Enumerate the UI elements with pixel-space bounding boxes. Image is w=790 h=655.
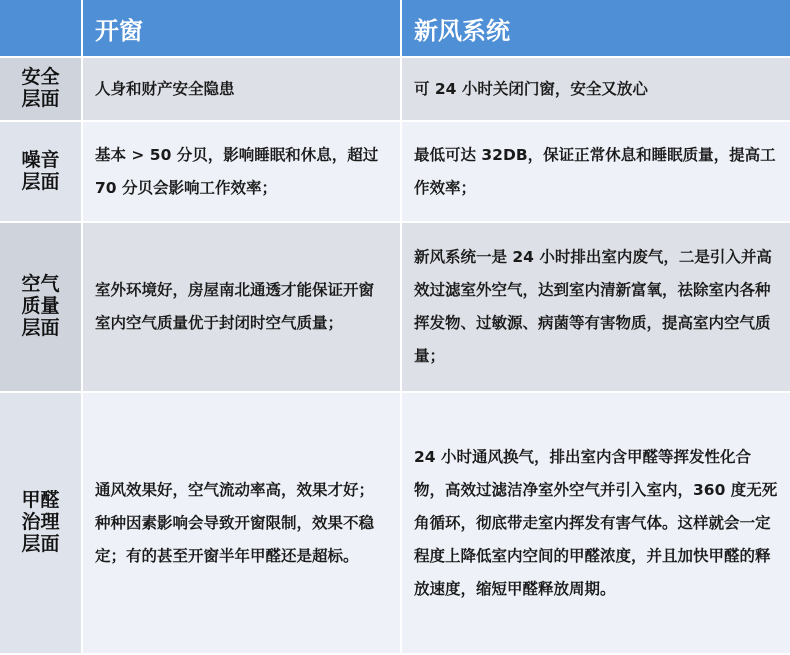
fresh-air-cell — [402, 223, 790, 391]
window-cell — [83, 58, 402, 120]
window-cell — [83, 393, 402, 653]
row-label-cell — [0, 122, 83, 221]
header-window: 开窗 — [83, 0, 402, 56]
window-text: 人身和财产安全隐患 — [95, 79, 235, 98]
row-label: 甲醛治理层面 — [21, 489, 60, 555]
table-row — [0, 223, 790, 393]
fresh-air-cell — [402, 393, 790, 653]
row-label: 空气质量层面 — [21, 273, 60, 339]
row-label-cell — [0, 58, 83, 120]
table-header — [0, 0, 790, 58]
row-label-cell — [0, 393, 83, 653]
window-text: 基本 > 50 分贝，影响睡眠和休息，超过 70 分贝会影响工作效率； — [95, 145, 379, 197]
window-cell — [83, 223, 402, 391]
window-text: 通风效果好，空气流动率高，效果才好；种种因素影响会导致开窗限制，效果不稳定；有的甚至开窗半年甲醛还是超标。 — [95, 480, 375, 565]
window-text: 室外环境好，房屋南北通透才能保证开窗室内空气质量优于封闭时空气质量； — [95, 281, 375, 332]
table-row — [0, 58, 790, 122]
row-label: 安全层面 — [21, 66, 60, 110]
row-label-cell — [0, 223, 83, 391]
fresh-air-text: 24 小时通风换气，排出室内含甲醛等挥发性化合物，高效过滤洁净室外空气并引入室内，360 度无死角循环，彻底带走室内挥发有害气体。这样就会一定程度上降低室内空间的甲醛浓度，并且加快甲醛的释放速度，缩短甲醛释放周期。 — [414, 447, 778, 598]
fresh-air-cell — [402, 122, 790, 221]
header-corner — [0, 0, 83, 56]
row-label: 噪音层面 — [21, 148, 60, 193]
table-row — [0, 122, 790, 223]
fresh-air-text: 新风系统一是 24 小时排出室内废气，二是引入并高效过滤室外空气，达到室内清新富氧，祛除室内各种挥发物、过敏源、病菌等有害物质，提高室内空气质量； — [414, 248, 772, 365]
fresh-air-text: 最低可达 32DB，保证正常休息和睡眠质量，提高工作效率； — [414, 145, 776, 197]
table-row — [0, 393, 790, 653]
fresh-air-text: 可 24 小时关闭门窗，安全又放心 — [414, 79, 648, 98]
header-fresh-air: 新风系统 — [414, 16, 510, 45]
fresh-air-cell — [402, 58, 790, 120]
window-cell — [83, 122, 402, 221]
